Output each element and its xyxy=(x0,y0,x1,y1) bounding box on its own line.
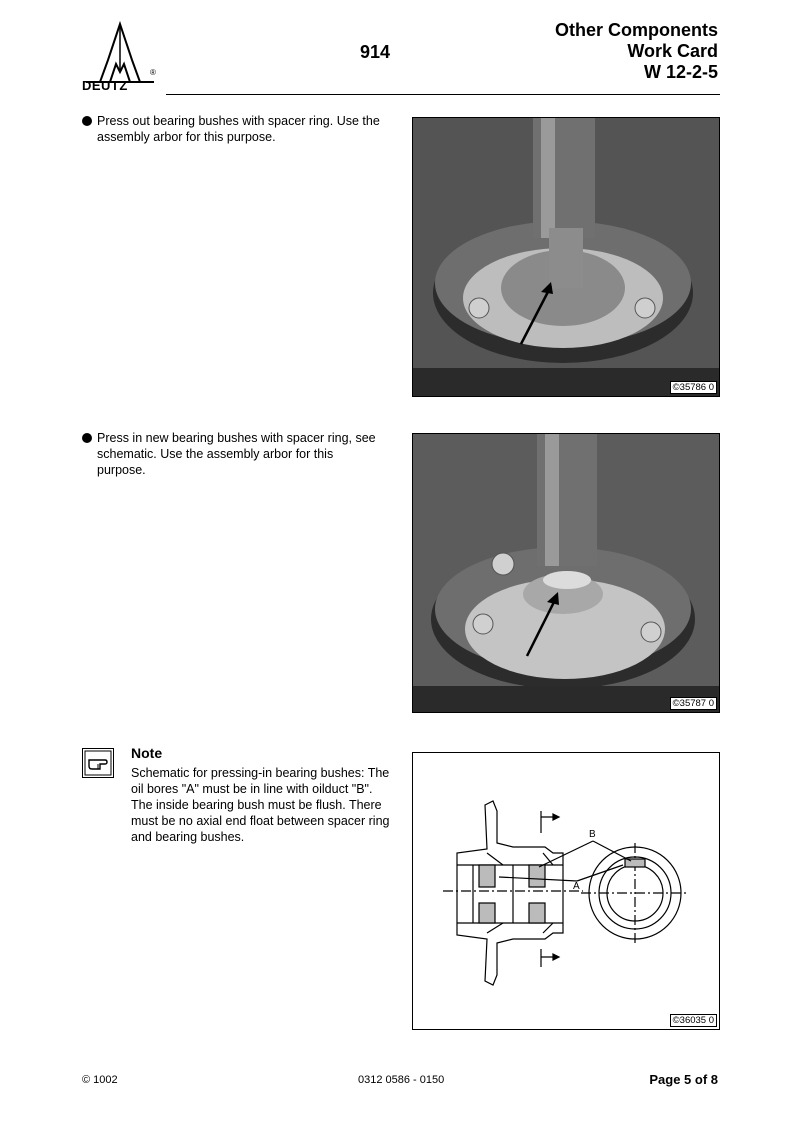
pointing-hand-icon xyxy=(82,748,114,778)
step-1-text: Press out bearing bushes with spacer ring. Use the assembly arbor for this purpose. xyxy=(97,114,380,144)
step-2 xyxy=(82,430,382,478)
note-text: Schematic for pressing-in bearing bushes: The oil bores "A" must be in line with oilduct "B". The inside bearing bush must be flush. There must be no axial end float between spacer ring and bearing bushes. xyxy=(131,766,390,844)
photo-press-in xyxy=(412,433,720,713)
press-in-photo-image xyxy=(413,434,719,712)
registered-mark: ® xyxy=(150,68,156,77)
title-line-section: Other Components xyxy=(554,20,718,40)
bullet-icon xyxy=(82,116,92,126)
label-b: B xyxy=(589,829,596,840)
footer-page-number: Page 5 of 8 xyxy=(649,1072,718,1087)
logo-wordmark: DEUTZ xyxy=(82,78,128,93)
title-line-code: W 12-2-5 xyxy=(643,62,718,82)
figure-label: ©36035 0 xyxy=(670,1014,717,1027)
schematic-drawing xyxy=(412,752,720,1030)
engine-model: 914 xyxy=(360,42,391,62)
header-divider xyxy=(166,94,720,95)
note-heading: Note xyxy=(131,745,163,761)
bullet-icon xyxy=(82,433,92,443)
footer-copyright: © 1002 xyxy=(82,1074,118,1086)
bearing-bush-schematic xyxy=(413,753,719,1029)
title-line-type: Work Card xyxy=(627,41,718,61)
page-title-block xyxy=(555,20,718,83)
step-2-text: Press in new bearing bushes with spacer ring, see schematic. Use the assembly arbor for this purpose. xyxy=(97,431,376,477)
step-1 xyxy=(82,113,382,145)
press-out-photo-image xyxy=(413,118,719,396)
figure-label: ©35786 0 xyxy=(670,381,717,394)
footer-document-number: 0312 0586 - 0150 xyxy=(358,1074,445,1086)
figure-label: ©35787 0 xyxy=(670,697,717,710)
photo-press-out xyxy=(412,117,720,397)
label-a: A xyxy=(573,881,580,892)
